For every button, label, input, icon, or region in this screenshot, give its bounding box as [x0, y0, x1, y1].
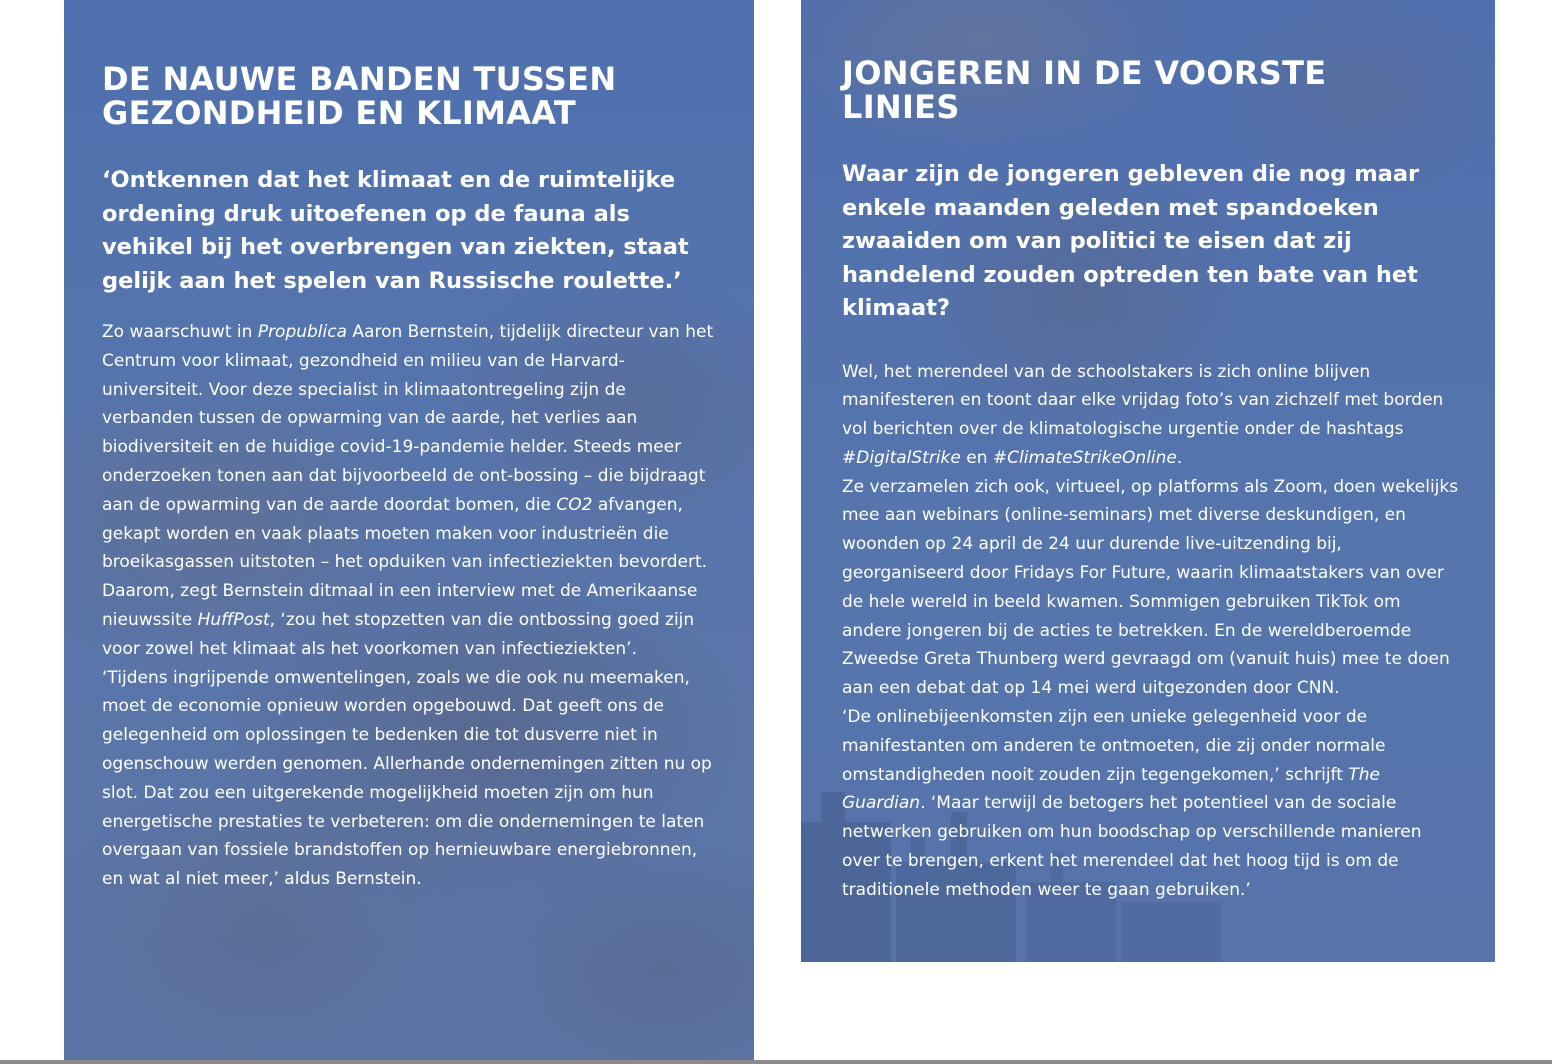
article-lead-quote: ‘Ontkennen dat het klimaat en de ruimtelijke ordening druk uitoefenen op de fauna als vehikel bij het overbrengen van ziekten, staat gelijk aan het spelen van Russische roulette.’: [102, 167, 689, 294]
article-title-health-climate: [102, 62, 718, 130]
text-run: Zo waarschuwt in: [102, 322, 258, 342]
article-body: [102, 318, 722, 894]
text-run: Daarom, zegt Bernstein ditmaal in een interview met de Amerikaanse nieuwssite: [102, 581, 698, 630]
article-panel-youth: [801, 0, 1495, 962]
text-run: ‘De onlinebijeenkomsten zijn een unieke gelegenheid voor de manifestanten om anderen te ontmoeten, die zij onder normale omstandigheden nooit zouden zijn tegengekomen,’ schrijft: [842, 707, 1386, 785]
co2-term: CO2: [556, 494, 593, 515]
source-name-huffpost: HuffPost: [197, 609, 270, 630]
title-line-2: LINIES: [842, 88, 960, 126]
text-run: en: [960, 447, 993, 468]
title-line-1: JONGEREN IN DE VOORSTE: [842, 54, 1327, 92]
title-line-1: DE NAUWE BANDEN TUSSEN: [102, 60, 617, 98]
body-paragraph-2: [102, 577, 722, 663]
text-run: Wel, het merendeel van de schoolstakers is zich online blijven manifesteren en toont daar elke vrijdag foto’s van zichzelf met borden vol berichten over de klimatologische urgentie onder de hashtags: [842, 361, 1444, 440]
bottom-edge-bar: [0, 1060, 1552, 1064]
body-paragraph-1: [842, 358, 1462, 473]
body-paragraph-1: [102, 318, 722, 577]
text-run: , ‘zou het stopzetten van die ontbossing goed zijn voor zowel het klimaat als het voorkomen van infectieziekten’.: [102, 609, 695, 659]
text-run: . ‘Maar terwijl de betogers het potentieel van de sociale netwerken gebruiken om hun boodschap op verschillende manieren over te brengen, erkent het merendeel dat het hoog tijd is om de traditionele methoden weer te gaan gebruiken.’: [842, 793, 1422, 900]
article-panel-health-climate: [64, 0, 754, 1060]
text-run: afvangen, gekapt worden en vaak plaats moeten maken voor industrieën die broeikasgassen uitstoten – het opduiken van infectieziekten bevordert.: [102, 494, 708, 573]
body-paragraph-3: [842, 703, 1462, 905]
body-paragraph-2: Ze verzamelen zich ook, virtueel, op platforms als Zoom, doen wekelijks mee aan webinars (online-seminars) met diverse deskundigen, en woonden op 24 april de 24 uur durende live-uitzending bij, georganiseerd door Fridays For Future, waarin klimaatstakers van over de hele wereld in beeld kwamen. Sommigen gebruiken TikTok om andere jongeren bij de acties te betrekken. En de wereldberoemde Zweedse Greta Thunberg werd gevraagd om (vanuit huis) mee te doen aan een debat dat op 14 mei werd uitgezonden door CNN.: [842, 476, 1459, 699]
hashtag-climatestrikeonline: #ClimateStrikeOnline: [992, 447, 1177, 468]
source-name-propublica: Propublica: [257, 322, 348, 342]
article-lead-question: Waar zijn de jongeren gebleven die nog maar enkele maanden geleden met spandoeken zwaaiden om van politici te eisen dat zij handelend zouden optreden ten bate van het klimaat?: [842, 161, 1420, 321]
text-run: Aaron Bernstein, tijdelijk directeur van het Centrum voor klimaat, gezondheid en milieu van de Harvard-universiteit. Voor deze specialist in klimaatontregeling zijn de verbanden tussen de opwarming van de aarde, het verlies aan biodiversiteit en de huidige covid-19-pandemie helder. Steeds meer onderzoeken tonen aan dat bijvoorbeeld de ont-bossing – die bijdraagt aan de opwarming van de aarde doordat bomen, die: [102, 322, 714, 515]
article-body: [842, 358, 1462, 905]
body-paragraph-3: ‘Tijdens ingrijpende omwentelingen, zoals we die ook nu meemaken, moet de economie opnieuw worden opgebouwd. Dat geeft ons de gelegenheid om oplossingen te bedenken die tot dusverre niet in ogenschouw werden genomen. Allerhande ondernemingen zitten nu op slot. Dat zou een uitgerekende mogelijkheid moeten zijn om hun energetische prestaties te verbeteren: om die ondernemingen te laten overgaan van fossiele brandstoffen op hernieuwbare energiebronnen, en wat al niet meer,’ aldus Bernstein.: [102, 667, 712, 890]
source-name-guardian: The Guardian: [842, 764, 1380, 814]
article-title-youth: [842, 56, 1455, 124]
title-line-2: GEZONDHEID EN KLIMAAT: [102, 94, 577, 132]
text-run: .: [1176, 447, 1183, 468]
hashtag-digitalstrike: #DigitalStrike: [842, 447, 961, 468]
